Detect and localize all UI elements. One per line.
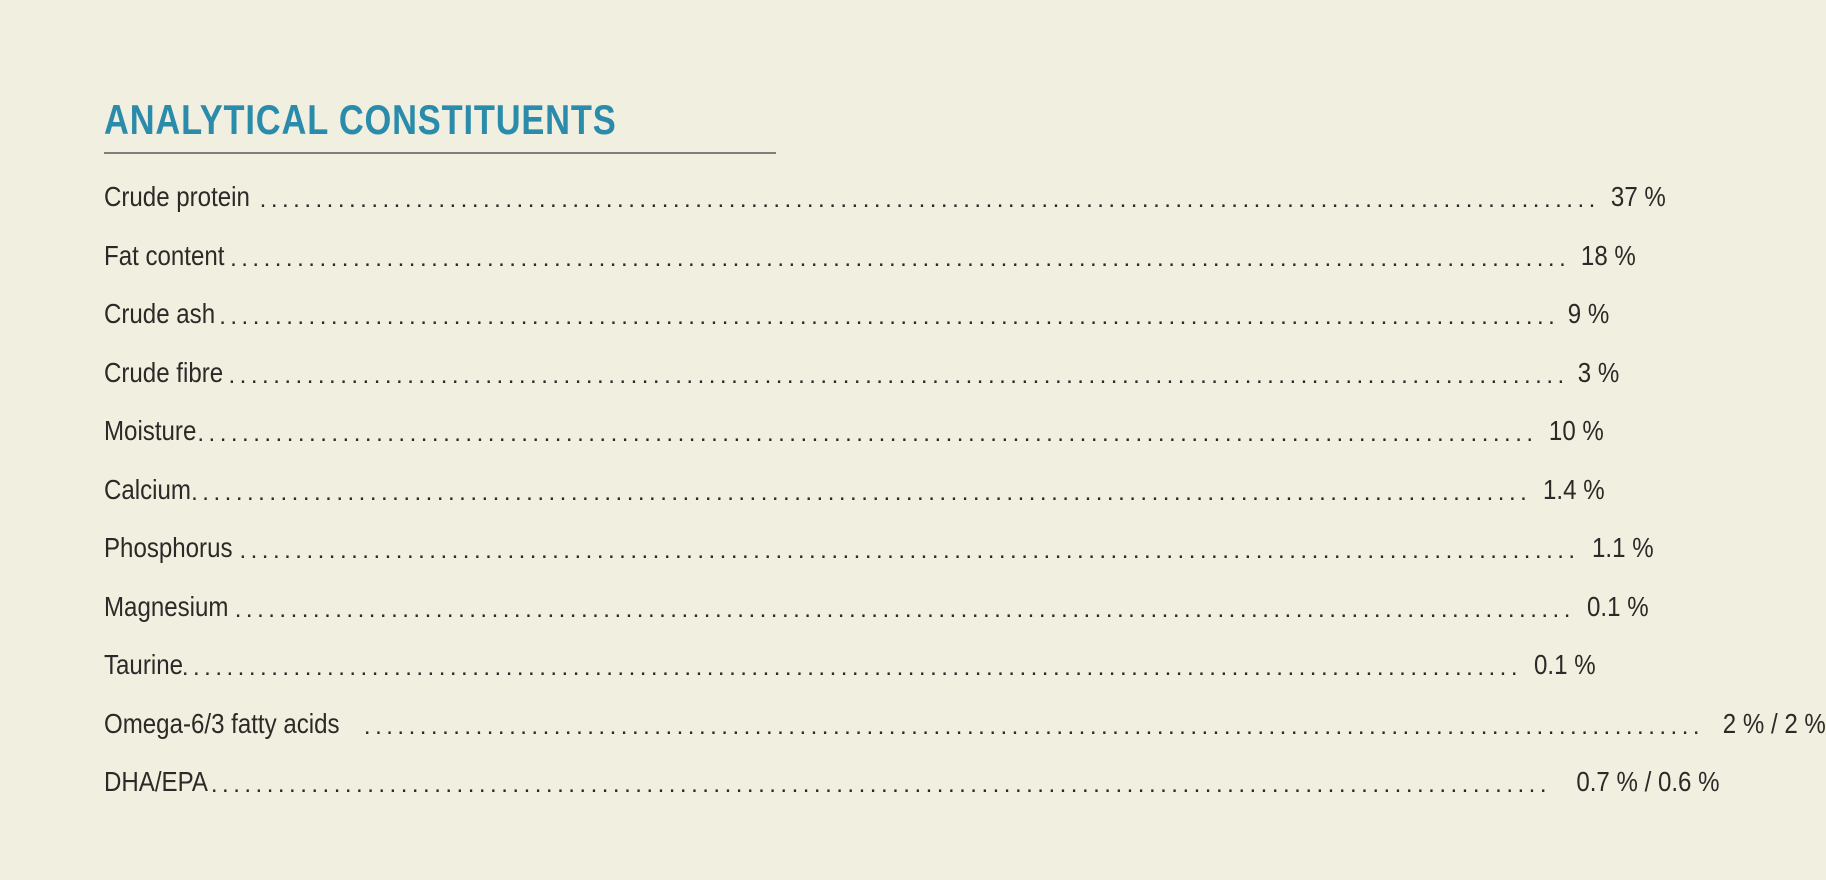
section-title: ANALYTICAL CONSTITUENTS	[104, 96, 617, 143]
constituent-row	[104, 636, 1596, 695]
constituent-label: Crude fibre	[104, 356, 224, 388]
dot-leader: ........................................................................................................................	[228, 361, 1569, 389]
title-divider	[104, 152, 776, 154]
constituent-row	[104, 461, 1605, 520]
constituents-list	[104, 168, 1826, 812]
constituent-value: 1.1 %	[1591, 532, 1654, 564]
analytical-constituents-panel	[104, 96, 1826, 812]
constituent-value: 0.1 %	[1586, 590, 1649, 622]
constituent-label: Phosphorus	[104, 532, 233, 564]
constituent-label: Fat content	[104, 239, 225, 271]
dot-leader: ........................................................................................................................	[210, 771, 1552, 799]
constituent-label: Omega-6/3 fatty acids	[104, 707, 340, 739]
dot-leader: ........................................................................................................................	[363, 712, 1705, 740]
constituent-value: 2 % / 2 %	[1722, 707, 1826, 739]
constituent-row	[104, 402, 1604, 461]
dot-leader: ........................................................................................................................	[259, 186, 1600, 214]
constituent-row	[104, 519, 1654, 578]
constituent-label: Taurine	[104, 649, 183, 681]
constituent-label: Moisture	[104, 415, 197, 447]
constituent-label: Calcium	[104, 473, 191, 505]
constituent-value: 0.1 %	[1534, 649, 1596, 681]
dot-leader: ........................................................................................................................	[239, 537, 1580, 565]
dot-leader: ........................................................................................................................	[234, 595, 1575, 623]
constituent-row	[104, 344, 1619, 403]
constituent-value: 0.7 % / 0.6 %	[1576, 766, 1720, 798]
constituent-row	[104, 753, 1720, 812]
constituent-value: 10 %	[1548, 415, 1604, 447]
constituent-label: Crude ash	[104, 298, 216, 330]
constituent-value: 37 %	[1610, 181, 1666, 213]
dot-leader: ........................................................................................................................	[181, 654, 1522, 682]
dot-leader: ........................................................................................................................	[230, 244, 1571, 272]
constituent-row	[104, 285, 1610, 344]
constituent-label: DHA/EPA	[104, 766, 208, 798]
constituent-value: 1.4 %	[1543, 473, 1605, 505]
constituent-label: Crude protein	[104, 181, 250, 213]
constituent-value: 9 %	[1568, 298, 1610, 330]
constituent-row	[104, 695, 1826, 754]
dot-leader: ........................................................................................................................	[191, 478, 1532, 506]
constituent-label: Magnesium	[104, 590, 229, 622]
dot-leader: ........................................................................................................................	[197, 420, 1538, 448]
constituent-row	[104, 168, 1666, 227]
dot-leader: ........................................................................................................................	[219, 303, 1560, 331]
constituent-value: 18 %	[1581, 239, 1637, 271]
constituent-value: 3 %	[1577, 356, 1619, 388]
constituent-row	[104, 227, 1637, 286]
constituent-row	[104, 578, 1649, 637]
